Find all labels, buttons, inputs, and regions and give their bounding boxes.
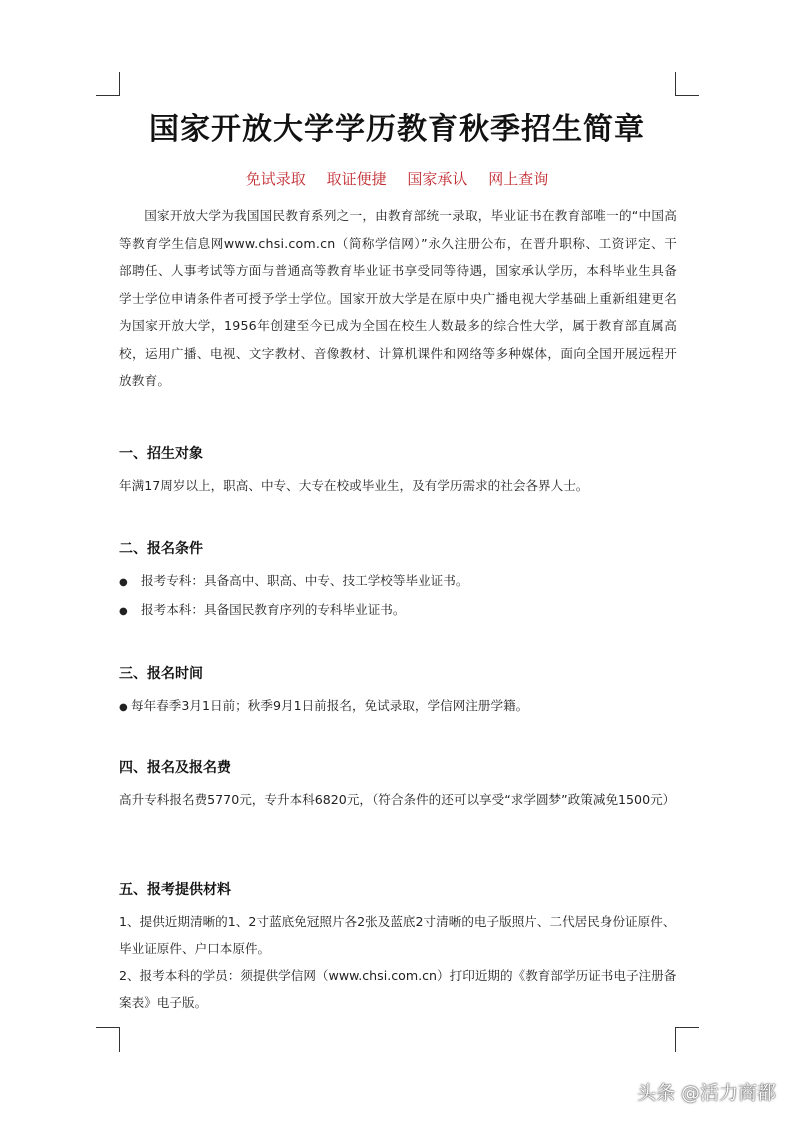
section-heading: 一、招生对象	[119, 446, 203, 462]
crop-mark-top-left	[96, 72, 120, 96]
section-application-time	[119, 662, 679, 721]
section-heading: 三、报名时间	[119, 666, 203, 682]
source-watermark: 头条 @活力商都	[636, 1082, 776, 1104]
section-text: 年满17周岁以上，职高、中专、大专在校或毕业生，及有学历需求的社会各界人士。	[119, 478, 589, 493]
slogan-exam-free: 免试录取	[245, 170, 306, 188]
section-required-materials	[119, 878, 679, 1016]
list-item: 2、报考本科的学员：须提供学信网（www.chsi.com.cn）打印近期的《教育部学历证书电子注册备案表》电子版。	[119, 968, 677, 1010]
slogan-online-query: 网上查询	[488, 170, 549, 188]
bullet-icon: ●	[119, 577, 128, 588]
list-item-text: 报考专科：具备高中、职高、中专、技工学校等毕业证书。	[141, 573, 469, 588]
slogan-row	[0, 168, 794, 189]
section-text: 高升专科报名费5770元，专升本科6820元，（符合条件的还可以享受“求学圆梦”政策减免1500元）	[119, 792, 676, 807]
slogan-national-recognition: 国家承认	[407, 170, 468, 188]
list-item	[119, 692, 679, 721]
crop-mark-top-right	[675, 72, 699, 96]
crop-mark-bottom-right	[675, 1027, 699, 1052]
list-item	[119, 567, 679, 596]
bullet-icon: ●	[119, 702, 128, 713]
crop-mark-bottom-left	[96, 1027, 120, 1052]
section-heading: 五、报考提供材料	[119, 882, 231, 898]
intro-block	[119, 202, 677, 395]
section-application-fees	[119, 756, 679, 813]
document-title: 国家开放大学学历教育秋季招生简章	[149, 112, 645, 147]
list-item: 1、提供近期清晰的1、2寸蓝底免冠照片各2张及蓝底2寸清晰的电子版照片、二代居民身份证原件、毕业证原件、户口本原件。	[119, 914, 676, 956]
section-heading: 二、报名条件	[119, 541, 203, 557]
section-heading: 四、报名及报名费	[119, 760, 231, 776]
list-item-text: 每年春季3月1日前；秋季9月1日前报名，免试录取，学信网注册学籍。	[131, 698, 529, 713]
list-item	[119, 596, 679, 625]
section-enrollment-target	[119, 442, 679, 499]
list-item-text: 报考本科：具备国民教育序列的专科毕业证书。	[141, 602, 406, 617]
intro-paragraph: 国家开放大学为我国国民教育系列之一，由教育部统一录取，毕业证书在教育部唯一的“中国高等教育学生信息网www.chsi.com.cn（简称学信网）”永久注册公布，在晋升职称、工资评定、干部聘任、人事考试等方面与普通高等教育毕业证书享受同等待遇，国家承认学历，本科毕业生具备学士学位申请条件者可授予学士学位。国家开放大学是在原中央广播电视大学基础上重新组建更名为国家开放大学，1956年创建至今已成为全国在校生人数最多的综合性大学，属于教育部直属高校，运用广播、电视、文字教材、音像教材、计算机课件和网络等多种媒体，面向全国开展远程开放教育。	[119, 208, 677, 388]
slogan-easy-certificate: 取证便捷	[326, 170, 387, 188]
bullet-icon: ●	[119, 606, 128, 617]
section-application-conditions	[119, 537, 679, 625]
